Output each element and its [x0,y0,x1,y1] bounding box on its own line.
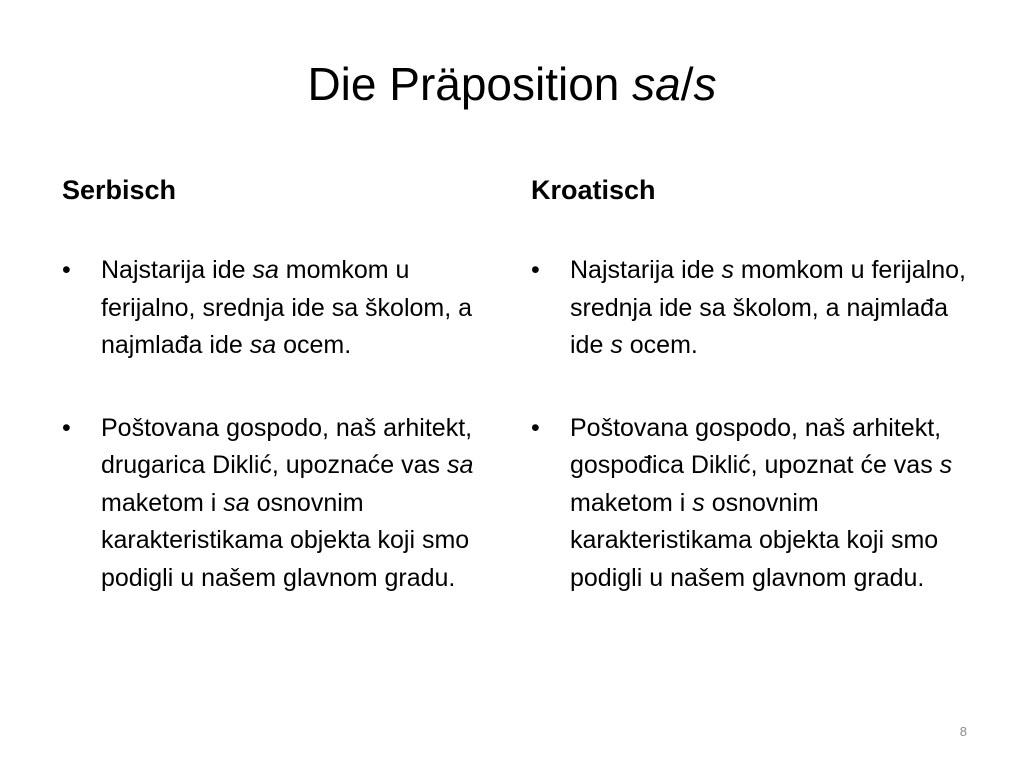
bullet-item [531,410,976,598]
bullet-italic-text: s [610,331,623,359]
bullet-italic-text: sa [223,488,250,517]
bullet-text: osnovnim karakteristikama objekta koji smo podigli u našem glavnom gradu. [101,488,470,592]
bullet-italic-text: sa [252,256,279,284]
bullet-italic-text: s [692,488,705,517]
page-number: 8 [959,724,967,739]
bullet-text: maketom i [570,488,693,517]
bullet-marker: • [531,413,540,442]
bullet-italic-text: s [939,451,953,479]
bullet-text: momkom u ferijalno, srednja ide sa školom, a najmlađa ide [570,256,966,359]
bullet-text: ocem. [276,331,352,359]
column-heading-kroatisch: Kroatisch [531,175,656,205]
bullet-italic-text: sa [249,331,277,359]
bullet-text: Poštovana gospodo, naš arhitekt, drugarica Diklić, upoznaće vas [101,413,473,479]
bullet-text: Najstarija ide [101,256,253,284]
bullet-item [62,252,507,365]
bullet-text: ocem. [622,331,698,359]
slide-title [0,52,1024,116]
bullet-text: Poštovana gospodo, naš arhitekt, gospođica Diklić, upoznat će vas [570,413,942,479]
bullet-list-kroatisch [531,252,976,642]
bullet-italic-text: s [721,256,734,284]
bullet-item [531,252,976,365]
bullet-marker: • [62,413,71,442]
bullet-marker: • [62,256,71,284]
bullet-marker: • [531,256,540,284]
slide-title-italic-sa: sa [632,58,681,110]
slide-title-italic-s: s [693,58,717,110]
slide-title-text: Die Präposition [307,58,633,110]
bullet-text: Najstarija ide [570,256,722,284]
bullet-list-serbisch [62,252,507,642]
column-serbisch [62,170,507,592]
column-kroatisch [531,170,976,592]
column-heading-serbisch: Serbisch [62,175,177,205]
bullet-text: osnovnim karakteristikama objekta koji smo podigli u našem glavnom gradu. [570,488,939,592]
bullet-text: maketom i [101,488,224,517]
bullet-italic-text: sa [447,451,474,479]
bullet-item [62,410,507,598]
bullet-text: momkom u ferijalno, srednja ide sa školom, a najmlađa ide [101,256,473,359]
slide-title-slash: / [680,58,694,110]
